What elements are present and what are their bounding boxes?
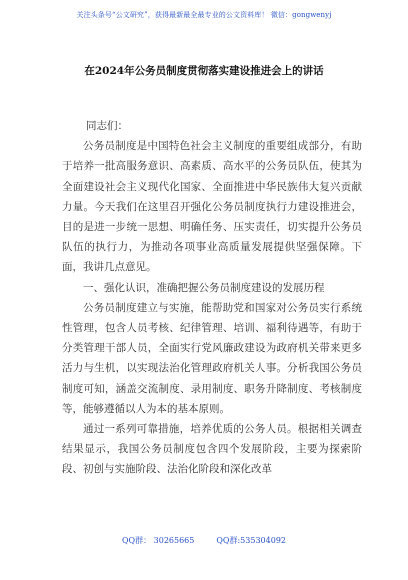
body-paragraph: 公务员制度是中国特色社会主义制度的重要组成部分，有助于培养一批高服务意识、高素质、高水平的公务员队伍，使其为全面建设社会主义现代化国家、全面推进中华民族伟大复兴贡献力量。今天我们在这里召开强化公务员制度执行力建设推进会，目的是进一步统一思想、明确任务、压实责任，切实提升公务员队伍的执行力，为推动各项事业高质量发展提供坚强保障。下面，我讲几点意见。	[62, 140, 362, 274]
document-title: 在2024年公务员制度贯彻落实建设推进会上的讲话	[84, 65, 324, 77]
footer-contact	[0, 535, 408, 546]
footer-qq-group-1: QQ群： 30265665	[121, 536, 195, 545]
header-promo-note: 关注头条号“公文研究”，获得最新最全最专业的公文资料库！ 微信：gongwenyj	[76, 11, 332, 19]
body-paragraph: 通过一系列可靠措施，培养优质的公务人员。根据相关调查结果显示，我国公务员制度包含四个发展阶段，主要为探索阶段、初创与实施阶段、法治化阶段和深化改革	[62, 423, 362, 476]
body-paragraph: 公务员制度建立与实施，能帮助党和国家对公务员实行系统性管理，包含人员考核、纪律管理、培训、福利待遇等，有助于分类管理干部人员，全面实行党风廉政建设为政府机关带来更多活力与生机，以实现法治化管理政府机关人事。分析我国公务员制度可知，涵盖交流制度、录用制度、职务升降制度、考核制度等，能够遵循以人为本的基本原则。	[62, 301, 362, 415]
footer-qq-group-2: QQ群:535304092	[216, 536, 286, 545]
salutation: 同志们：	[86, 120, 128, 132]
section-heading: 一、强化认识，准确把握公务员制度建设的发展历程	[83, 281, 325, 294]
document-body	[62, 116, 362, 480]
